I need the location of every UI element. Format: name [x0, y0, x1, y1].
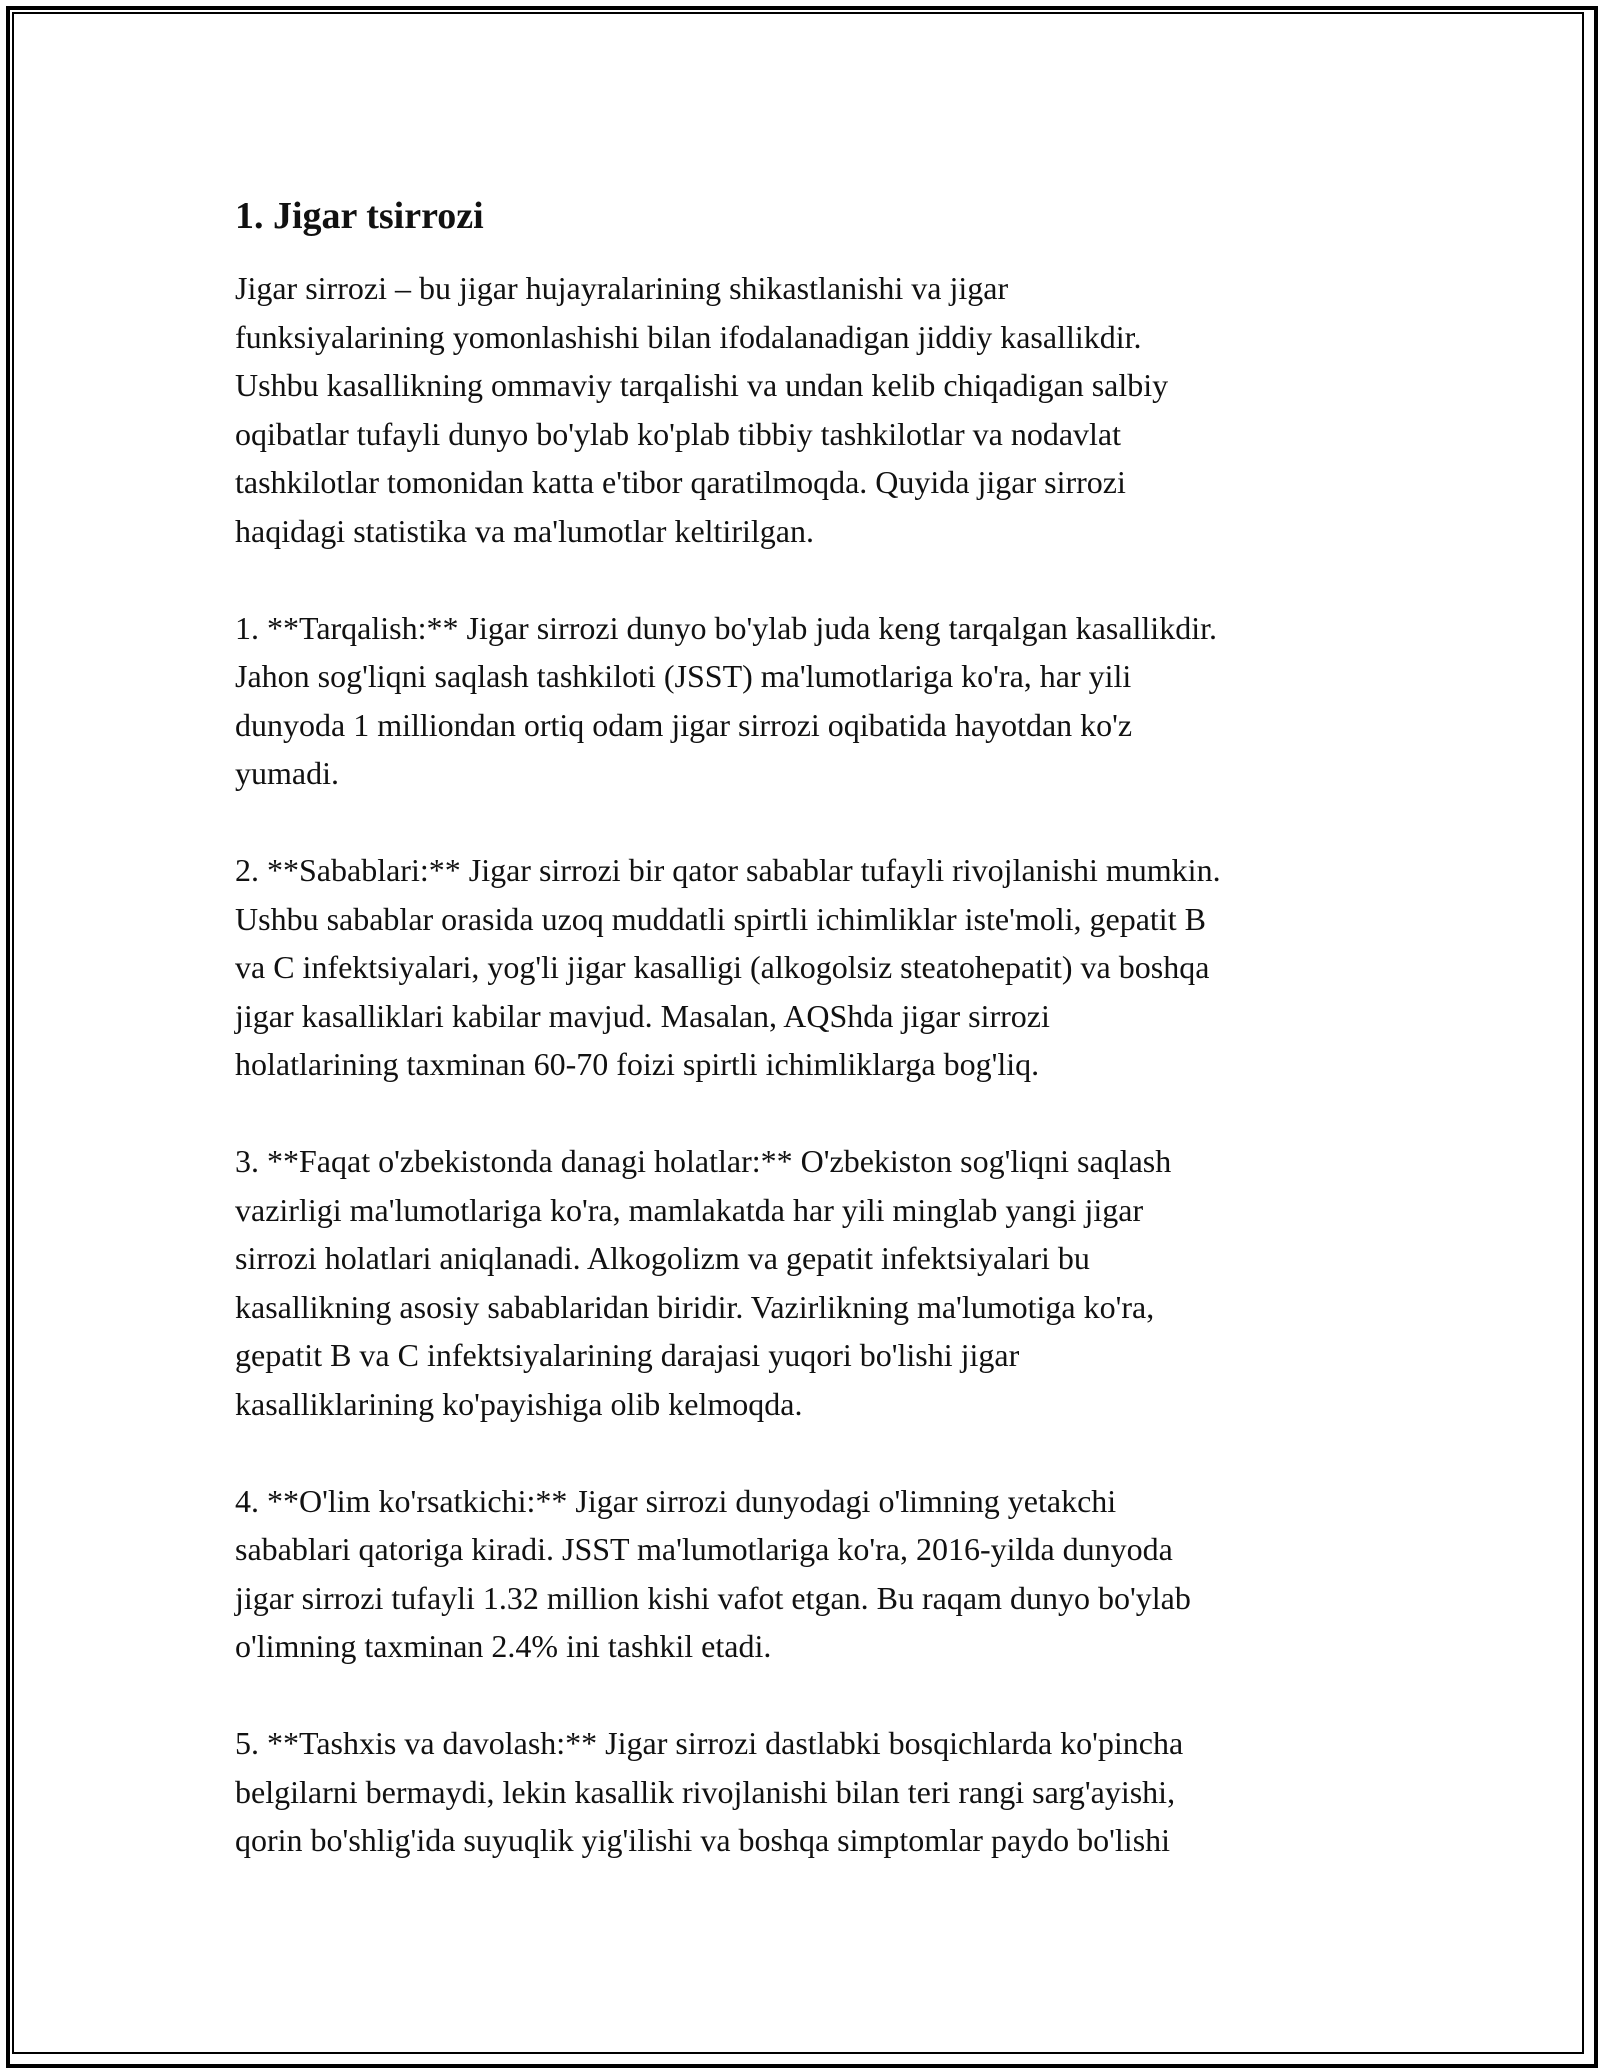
- text-line: 5. **Tashxis va davolash:** Jigar sirrozi dastlabki bosqichlarda ko'pincha: [235, 1725, 1184, 1761]
- text-line: 3. **Faqat o'zbekistonda danagi holatlar:** O'zbekiston sog'liqni saqlash: [235, 1143, 1172, 1179]
- text-line: Ushbu sabablar orasida uzoq muddatli spirtli ichimliklar iste'moli, gepatit B: [235, 900, 1206, 937]
- text-line: dunyoda 1 milliondan ortiq odam jigar sirrozi oqibatida hayotdan ko'z: [235, 706, 1133, 743]
- text-line: haqidagi statistika va ma'lumotlar keltirilgan.: [235, 512, 814, 549]
- text-line: belgilarni bermaydi, lekin kasallik rivojlanishi bilan teri rangi sarg'ayishi,: [235, 1773, 1176, 1810]
- list-item-tashxis: [235, 1719, 1385, 1865]
- list-item-olim: [235, 1477, 1385, 1671]
- text-line: Jigar sirrozi – bu jigar hujayralarining shikastlanishi va jigar: [235, 270, 1009, 306]
- text-line: vazirligi ma'lumotlariga ko'ra, mamlakatda har yili minglab yangi jigar: [235, 1191, 1144, 1228]
- text-line: gepatit B va C infektsiyalarining darajasi yuqori bo'lishi jigar: [235, 1337, 1020, 1373]
- text-line: qorin bo'shlig'ida suyuqlik yig'ilishi va boshqa simptomlar paydo bo'lishi: [235, 1822, 1171, 1858]
- text-line: yumadi.: [235, 755, 339, 791]
- text-line: o'limning taxminan 2.4% ini tashkil etadi.: [235, 1628, 772, 1664]
- list-item-ozbekiston: [235, 1137, 1385, 1428]
- text-line: 1. **Tarqalish:** Jigar sirrozi dunyo bo'ylab juda keng tarqalgan kasallikdir.: [235, 609, 1217, 646]
- text-line: sabablari qatoriga kiradi. JSST ma'lumotlariga ko'ra, 2016-yilda dunyoda: [235, 1531, 1173, 1567]
- text-line: jigar kasalliklari kabilar mavjud. Masalan, AQShda jigar sirrozi: [235, 997, 1050, 1034]
- section-heading: 1. Jigar tsirrozi: [235, 195, 484, 237]
- text-line: tashkilotlar tomonidan katta e'tibor qaratilmoqda. Quyida jigar sirrozi: [235, 464, 1126, 500]
- text-line: Ushbu kasallikning ommaviy tarqalishi va undan kelib chiqadigan salbiy: [235, 367, 1169, 403]
- text-line: holatlarining taxminan 60-70 foizi spirtli ichimliklarga bog'liq.: [235, 1046, 1040, 1082]
- intro-paragraph: [235, 264, 1385, 555]
- text-line: 2. **Sabablari:** Jigar sirrozi bir qator sabablar tufayli rivojlanishi mumkin.: [235, 852, 1221, 888]
- list-item-sabablari: [235, 846, 1385, 1089]
- text-line: sirrozi holatlari aniqlanadi. Alkogolizm va gepatit infektsiyalari bu: [235, 1240, 1090, 1276]
- document-page: [235, 188, 1385, 1913]
- text-line: Jahon sog'liqni saqlash tashkiloti (JSST) ma'lumotlariga ko'ra, har yili: [235, 658, 1132, 694]
- text-line: kasallikning asosiy sabablaridan biridir. Vazirlikning ma'lumotiga ko'ra,: [235, 1288, 1155, 1325]
- text-line: 4. **O'lim ko'rsatkichi:** Jigar sirrozi dunyodagi o'limning yetakchi: [235, 1482, 1117, 1519]
- text-line: va C infektsiyalari, yog'li jigar kasalligi (alkogolsiz steatohepatit) va boshqa: [235, 949, 1210, 985]
- text-line: oqibatlar tufayli dunyo bo'ylab ko'plab tibbiy tashkilotlar va nodavlat: [235, 415, 1122, 452]
- text-line: funksiyalarining yomonlashishi bilan ifodalanadigan jiddiy kasallikdir.: [235, 318, 1142, 355]
- list-item-tarqalish: [235, 604, 1385, 798]
- text-line: kasalliklarining ko'payishiga olib kelmoqda.: [235, 1385, 803, 1422]
- text-line: jigar sirrozi tufayli 1.32 million kishi vafot etgan. Bu raqam dunyo bo'ylab: [235, 1579, 1191, 1616]
